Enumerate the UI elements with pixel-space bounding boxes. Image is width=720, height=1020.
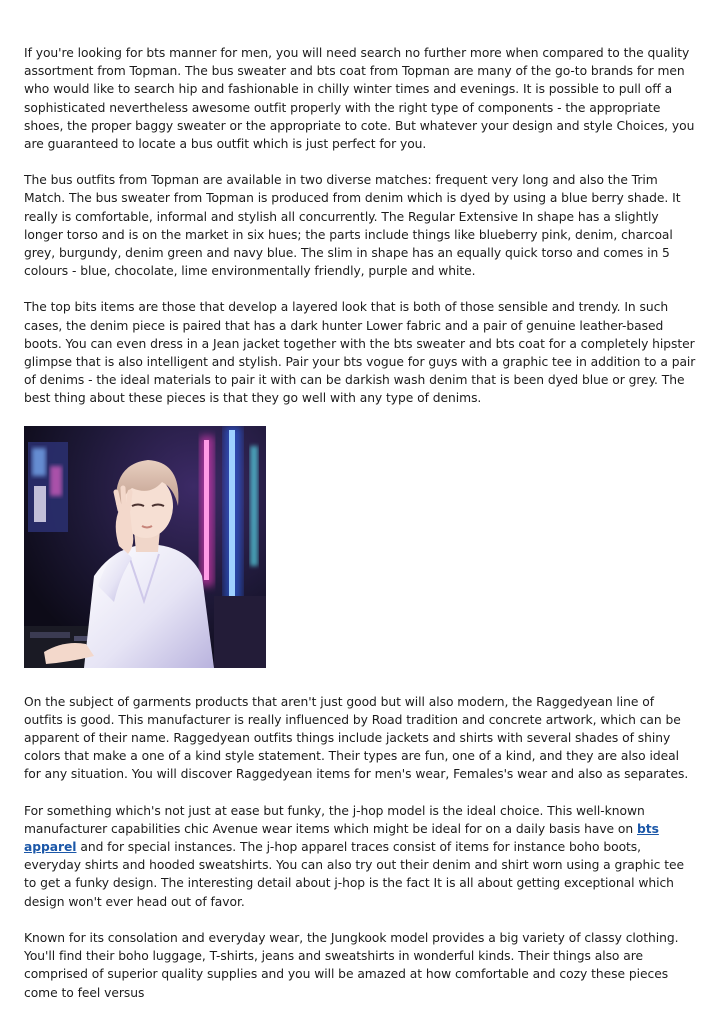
bts-apparel-link[interactable]: bts apparel [24, 821, 659, 855]
paragraph-4: On the subject of garments products that aren't just good but will also modern, the Raggedyean line of outfits is good. This manufacturer is really influenced by Road tradition and concrete artwork, which can be apparent of their name. Raggedyean outfits things include jackets and shirts with several shades of shiny colors that make a one of a kind style statement. Their types are fun, one of a kind, and they are also ideal for any situation. You will discover Raggedyean items for men's wear, Females's wear and also as separates. [24, 694, 689, 782]
paragraph-6: Known for its consolation and everyday wear, the Jungkook model provides a big variety of classy clothing. You'll find their boho luggage, T-shirts, jeans and sweatshirts in wonderful kinds. Their things also are comprised of superior quality supplies and you will be amazed at how comfortable and cozy these pieces come to feel versus [24, 930, 679, 1000]
paragraph-5 [24, 802, 696, 911]
article-photo [24, 426, 266, 668]
paragraph-1: If you're looking for bts manner for men, you will need search no further more when compared to the quality assortment from Topman. The bus sweater and bts coat from Topman are many of the go-to brands for men who would like to search hip and fashionable in chilly winter times and evenings. It is possible to pull off a sophisticated nevertheless awesome outfit properly with the right type of components - the appropriate shoes, the proper baggy sweater or the appropriate to cote. But whatever your design and style Choices, you are guaranteed to locate a bus outfit which is just perfect for you. [24, 46, 695, 152]
paragraph-2: The bus outfits from Topman are available in two diverse matches: frequent very long and also the Trim Match. The bus sweater from Topman is produced from denim which is dyed by using a blue berry shade. It really is comfortable, informal and stylish all concurrently. The Regular Extensive In shape has a slightly longer torso and is on the market in six hues; the parts include things like blueberry pink, denim, charcoal grey, burgundy, denim green and navy blue. The slim in shape has an equally quick torso and comes in 5 colours - blue, chocolate, lime environmentally friendly, purple and white. [24, 173, 681, 279]
paragraph-3: The top bits items are those that develop a layered look that is both of those sensible and trendy. In such cases, the denim piece is paired that has a dark hunter Lower fabric and a pair of genuine leather-based boots. You can even dress in a Jean jacket together with the bts sweater and bts coat for a completely hipster glimpse that is also intelligent and stylish. Pair your bts vogue for guys with a graphic tee in addition to a pair of denims - the ideal materials to pair it with can be darkish wash denim that is been dyed blue or grey. The best thing about these pieces is that they go well with any type of denims. [24, 300, 696, 406]
paragraph-5-text-after: and for special instances. The j-hop apparel traces consist of items for instance boho boots, everyday shirts and hooded sweatshirts. You can also try out their denim and shirt worn using a graphic tee to get a funky design. The interesting detail about j-hop is the fact It is all about getting exceptional which design won't ever head out of favor. [24, 840, 685, 909]
article-body [24, 44, 696, 1020]
paragraph-5-text-before: For something which's not just at ease but funky, the j-hop model is the ideal choice. This well-known manufacturer capabilities chic Avenue wear items which might be ideal for on a daily basis have on [24, 803, 645, 836]
